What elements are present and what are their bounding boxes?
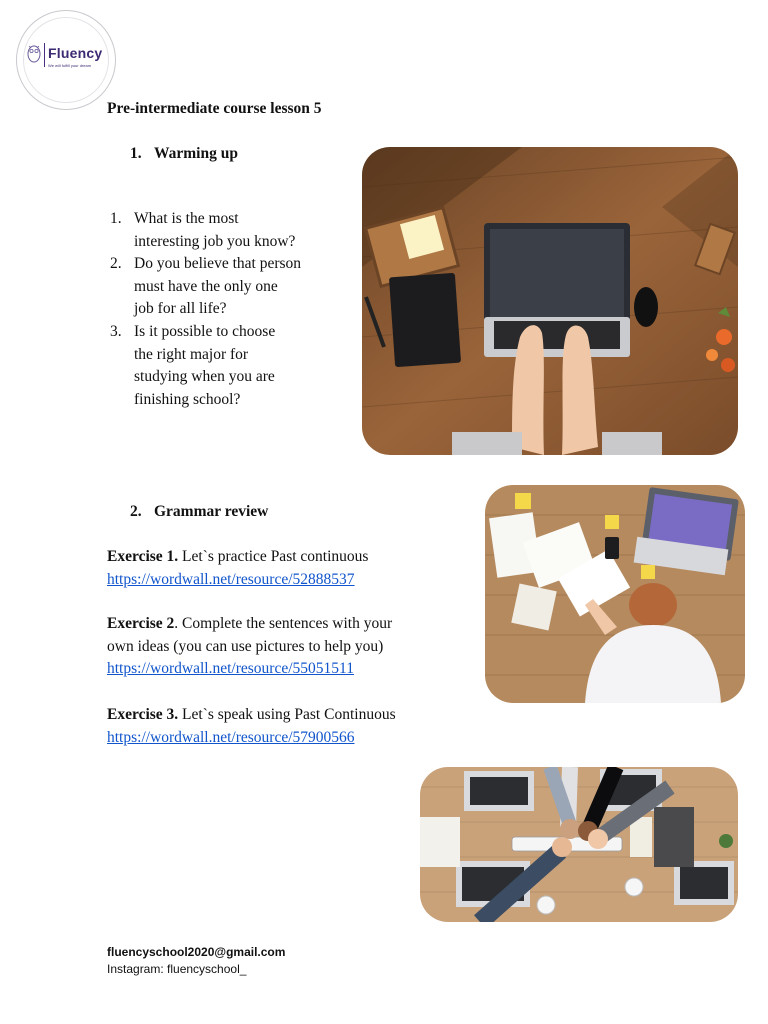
exercise-3 — [107, 704, 477, 749]
exercise-label: Exercise 2 — [107, 615, 175, 632]
list-item — [110, 208, 360, 253]
footer-contact — [107, 944, 285, 978]
exercise-text: Let`s speak using Past Continuous — [182, 706, 396, 723]
list-item — [110, 253, 360, 321]
exercise-text: Let`s practice Past continuous — [182, 548, 369, 565]
section-title: Warming up — [154, 145, 238, 162]
exercise-text: own ideas (you can use pictures to help you) — [107, 637, 384, 655]
contact-instagram: Instagram: fluencyschool_ — [107, 962, 247, 976]
item-line: job for all life? — [134, 300, 227, 318]
exercise-text: . Complete the sentences with your — [174, 615, 393, 632]
logo-tagline: We will fulfill your dream — [48, 63, 92, 68]
logo-divider — [44, 43, 45, 67]
photo-laptop-desk — [362, 147, 738, 455]
section-heading-grammar — [130, 503, 268, 521]
item-line: studying when you are — [134, 368, 275, 386]
section-title: Grammar review — [154, 503, 269, 520]
exercise-2-link[interactable]: https://wordwall.net/resource/55051511 — [107, 660, 354, 678]
item-number: 1. — [110, 210, 122, 227]
item-number: 2. — [110, 255, 122, 273]
exercise-2 — [107, 613, 477, 681]
warming-question-list — [110, 208, 360, 411]
exercise-1 — [107, 546, 477, 591]
exercise-3-link[interactable]: https://wordwall.net/resource/57900566 — [107, 728, 355, 746]
item-line: Do you believe that person — [134, 255, 302, 273]
list-item — [110, 321, 360, 411]
owl-icon — [26, 42, 42, 64]
item-line: Is it possible to choose — [134, 322, 276, 340]
section-number: 2. — [130, 503, 142, 520]
item-line: What is the most — [134, 210, 239, 227]
lesson-title: Pre-intermediate course lesson 5 — [107, 100, 322, 117]
item-number: 3. — [110, 322, 122, 340]
item-line: finishing school? — [134, 390, 241, 408]
exercise-label: Exercise 3. — [107, 706, 179, 723]
photo-woman-studying — [485, 485, 745, 703]
item-line: interesting job you know? — [134, 232, 296, 250]
contact-email: fluencyschool2020@gmail.com — [107, 945, 286, 959]
item-line: the right major for — [134, 345, 249, 363]
school-logo — [16, 10, 116, 110]
section-number: 1. — [130, 145, 142, 162]
photo-team-fist-bump — [420, 767, 738, 922]
exercise-1-link[interactable]: https://wordwall.net/resource/52888537 — [107, 570, 355, 588]
logo-wordmark: Fluency — [48, 45, 103, 61]
section-heading-warming — [130, 145, 238, 163]
item-line: must have the only one — [134, 277, 278, 295]
exercise-label: Exercise 1. — [107, 548, 179, 565]
